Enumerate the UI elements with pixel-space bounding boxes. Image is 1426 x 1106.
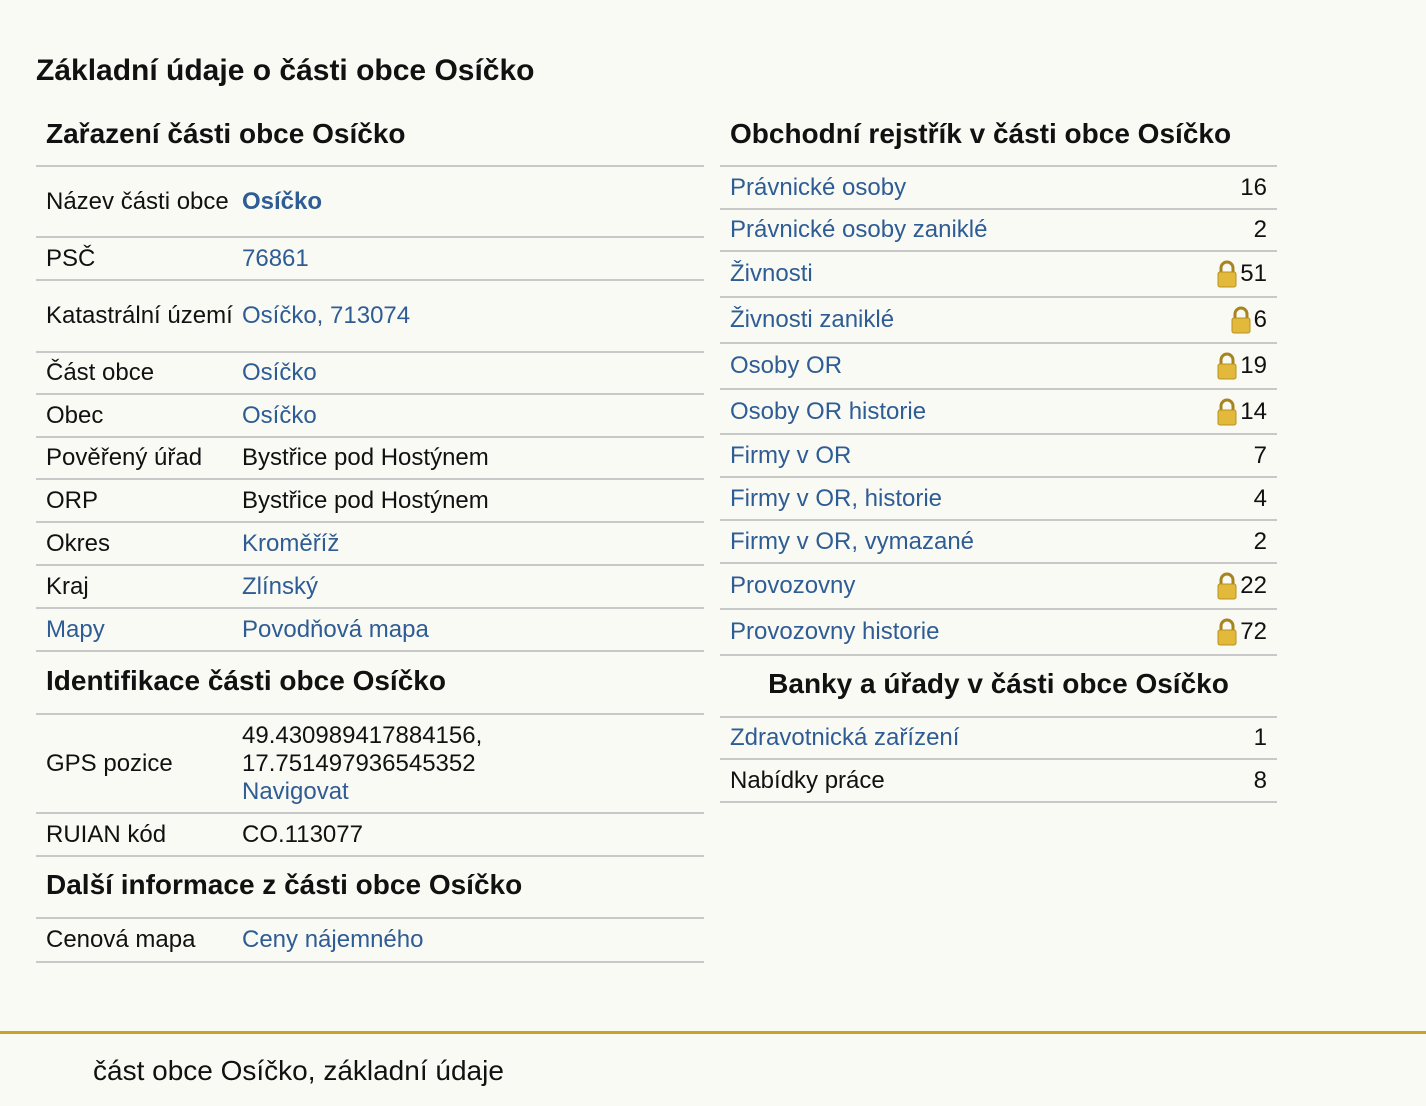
mapy-link[interactable]: Mapy (46, 615, 105, 643)
lock-icon (1216, 352, 1238, 380)
row-cast-obce (36, 353, 704, 395)
row-ruian (36, 814, 704, 857)
row-orp (36, 480, 704, 523)
count-value: 14 (1240, 397, 1267, 425)
lock-icon (1216, 572, 1238, 600)
or-row-pravnicke-osoby (720, 167, 1277, 210)
count-locked (1216, 260, 1267, 288)
or-row-firmy-v-or (720, 435, 1277, 478)
gps-value (242, 722, 704, 806)
count-value: 72 (1240, 618, 1267, 645)
row-label: Katastrální území (46, 302, 233, 329)
count-locked (1216, 352, 1267, 380)
nazev-link[interactable]: Osíčko (242, 187, 323, 215)
or-row-firmy-v-or-historie (720, 478, 1277, 521)
row-obec (36, 395, 704, 438)
row-okres (36, 523, 704, 566)
count-locked (1216, 572, 1267, 600)
footer-text: část obce Osíčko, základní údaje (93, 1055, 504, 1086)
row-gps (36, 715, 704, 814)
pravnicke-osoby-zanikle-link[interactable]: Právnické osoby zaniklé (730, 216, 988, 243)
row-label: RUIAN kód (46, 820, 167, 848)
section-title-dalsi: Další informace z části obce Osíčko (36, 857, 704, 919)
lock-icon (1230, 306, 1252, 334)
zivnosti-link[interactable]: Živnosti (730, 260, 813, 287)
osoby-or-link[interactable]: Osoby OR (730, 352, 843, 379)
zdravotnicka-zarizeni-link[interactable]: Zdravotnická zařízení (730, 724, 960, 751)
count: 16 (1240, 173, 1267, 201)
lock-icon (1216, 618, 1238, 646)
lock-icon (1216, 260, 1238, 288)
row-label: Okres (46, 529, 111, 557)
pravnicke-osoby-link[interactable]: Právnické osoby (730, 173, 907, 201)
row-cenova-mapa (36, 919, 704, 963)
or-row-provozovny-historie (720, 610, 1277, 656)
or-row-zivnosti-zanikle (720, 298, 1277, 344)
section-title-identifikace: Identifikace části obce Osíčko (36, 652, 704, 715)
or-row-firmy-v-or-vymazane (720, 521, 1277, 564)
row-label: Obec (46, 401, 104, 429)
gps-lon: 17.751497936545352 (242, 749, 476, 777)
right-column (720, 108, 1277, 803)
row-label: ORP (46, 486, 99, 514)
count-value: 6 (1253, 306, 1267, 333)
count: 4 (1253, 484, 1267, 512)
count: 2 (1253, 216, 1267, 243)
count-value: 22 (1240, 572, 1267, 599)
section-title-banky: Banky a úřady v části obce Osíčko (720, 656, 1277, 718)
footer-divider (0, 1031, 1426, 1034)
firmy-v-or-historie-link[interactable]: Firmy v OR, historie (730, 484, 943, 512)
count: 8 (1253, 766, 1267, 794)
osoby-or-historie-link[interactable]: Osoby OR historie (730, 397, 927, 425)
zivnosti-zanikle-link[interactable]: Živnosti zaniklé (730, 306, 895, 333)
or-row-osoby-or-historie (720, 390, 1277, 435)
page-title: Základní údaje o části obce Osíčko (36, 54, 535, 87)
banky-row-nabidky (720, 760, 1277, 803)
psc-link[interactable]: 76861 (242, 244, 309, 272)
row-katastralni (36, 281, 704, 353)
lock-icon (1216, 398, 1238, 426)
navigovat-link[interactable]: Navigovat (242, 777, 349, 805)
orp-value: Bystřice pod Hostýnem (242, 486, 489, 514)
count-locked (1216, 398, 1267, 426)
ruian-value: CO.113077 (242, 820, 363, 848)
row-psc (36, 238, 704, 281)
or-row-provozovny (720, 564, 1277, 610)
row-label: Název části obce (46, 187, 229, 215)
kraj-link[interactable]: Zlínský (242, 572, 319, 600)
count-value: 51 (1240, 260, 1267, 287)
row-label: Část obce (46, 359, 155, 386)
povereny-urad-value: Bystřice pod Hostýnem (242, 444, 489, 471)
count-value: 19 (1240, 352, 1267, 379)
count: 2 (1253, 527, 1267, 555)
nabidky-prace-label: Nabídky práce (730, 766, 885, 794)
row-label: PSČ (46, 244, 96, 272)
provozovny-link[interactable]: Provozovny (730, 572, 856, 599)
banky-row-zdravotnicka (720, 718, 1277, 760)
provozovny-historie-link[interactable]: Provozovny historie (730, 618, 940, 645)
cast-obce-link[interactable]: Osíčko (242, 359, 317, 386)
katastralni-link[interactable]: Osíčko, 713074 (242, 302, 411, 329)
count: 7 (1253, 441, 1267, 469)
or-row-zivnosti (720, 252, 1277, 298)
row-mapy (36, 609, 704, 652)
okres-link[interactable]: Kroměříž (242, 529, 340, 557)
obec-link[interactable]: Osíčko (242, 401, 317, 429)
section-title-zarazeni: Zařazení části obce Osíčko (36, 108, 704, 167)
count: 1 (1253, 724, 1267, 751)
row-label: Cenová mapa (46, 926, 196, 953)
row-label: Pověřený úřad (46, 444, 203, 471)
povodnova-mapa-link[interactable]: Povodňová mapa (242, 615, 429, 643)
ceny-najemneho-link[interactable]: Ceny nájemného (242, 926, 424, 953)
firmy-v-or-link[interactable]: Firmy v OR (730, 441, 852, 469)
row-nazev (36, 167, 704, 238)
firmy-v-or-vymazane-link[interactable]: Firmy v OR, vymazané (730, 527, 975, 555)
gps-lat: 49.430989417884156, (242, 721, 483, 749)
count-locked (1230, 306, 1267, 334)
row-povereny-urad (36, 438, 704, 480)
or-row-osoby-or (720, 344, 1277, 390)
or-row-pravnicke-osoby-zanikle (720, 210, 1277, 252)
row-kraj (36, 566, 704, 609)
count-locked (1216, 618, 1267, 646)
row-label: GPS pozice (46, 749, 173, 777)
section-title-obchodni: Obchodní rejstřík v části obce Osíčko (720, 108, 1277, 167)
row-label: Kraj (46, 572, 89, 600)
left-column (36, 108, 704, 963)
